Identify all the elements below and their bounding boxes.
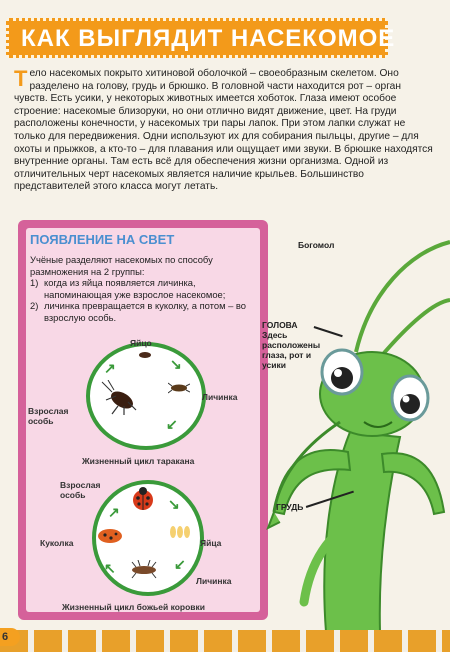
cycle-arrow: ↙	[166, 416, 178, 432]
ladybug-cycle-caption: Жизненный цикл божьей коровки	[62, 602, 205, 612]
mantis-name-label: Богомол	[298, 240, 335, 250]
cockroach-larva-label: Личинка	[202, 392, 238, 402]
ladybug-pupa-icon	[96, 526, 124, 546]
title-banner	[6, 18, 396, 58]
head-note: Здесь расположены глаза, рот и усики	[262, 330, 321, 370]
ladybug-adult-label: Взрослая особь	[60, 480, 101, 500]
ladybug-eggs-icon	[168, 524, 192, 540]
drop-cap: Т	[14, 66, 28, 91]
panel-lead: Учёные разделяют насекомых по способу размножения на 2 группы:	[30, 254, 213, 277]
intro-text: ело насекомых покрыто хитиновой оболочкой – своеобразным скелетом. Оно разделено на голову, грудь и брюшко. В головной части находится рот – орган чувств. Есть усики, у некоторых животных имеется хоботок. Глаза имеют особое строение: насекомые близоруки, но они отлично видят движение, цвет. На груди расположены конечности, у насекомых три пары лапок. При этом лапки служат не только для передвижения. Одни используют их для собирания пыльцы, другие – для охоты и прыжков, а кто-то – для плавания или ощущает ими звуки. В брюшке находятся внутренние органы. Там есть всё для обеспечения жизни организма. Одной из отличительных черт насекомых является наличие крыльев. Большинство представителей этого класса могут летать.	[14, 68, 433, 193]
page-title: КАК ВЫГЛЯДИТ НАСЕКОМОЕ	[21, 25, 396, 52]
bottom-border	[0, 630, 450, 652]
head-label: ГОЛОВА Здесь расположены глаза, рот и усики	[262, 320, 332, 370]
cockroach-egg-label: Яйцо	[130, 338, 152, 348]
panel-title: ПОЯВЛЕНИЕ НА СВЕТ	[30, 232, 175, 247]
list-item: 1) когда из яйца появляется личинка, напоминающая уже взрослое насекомое;	[30, 277, 226, 300]
cycle-arrow: ↗	[108, 504, 120, 520]
birth-panel	[18, 220, 268, 620]
cycle-arrow: ↖	[104, 560, 116, 576]
cockroach-adult-icon	[98, 380, 142, 416]
cockroach-larva-icon	[168, 382, 190, 394]
cycle-arrow: ↗	[104, 360, 116, 376]
ladybug-pupa-label: Куколка	[40, 538, 74, 548]
ladybug-larva-label: Личинка	[196, 576, 232, 586]
ladybug-egg-label: Яйца	[200, 538, 222, 548]
panel-description	[30, 254, 252, 323]
cycle-arrow: ↙	[174, 556, 186, 572]
ladybug-adult-icon	[128, 486, 158, 512]
page-number: 6	[0, 628, 20, 646]
intro-paragraph	[14, 68, 434, 194]
chest-label: ГРУДЬ	[276, 502, 304, 512]
list-item: 2) личинка превращается в куколку, а потом – во взрослую особь.	[30, 300, 247, 323]
cycle-arrow: ↘	[168, 496, 180, 512]
cockroach-cycle-caption: Жизненный цикл таракана	[82, 456, 195, 466]
ladybug-larva-icon	[124, 560, 164, 580]
cockroach-egg-icon	[138, 351, 152, 359]
cockroach-adult-label: Взрослая особь	[28, 406, 69, 426]
mantis-illustration	[260, 222, 450, 632]
cycle-arrow: ↘	[170, 356, 182, 372]
